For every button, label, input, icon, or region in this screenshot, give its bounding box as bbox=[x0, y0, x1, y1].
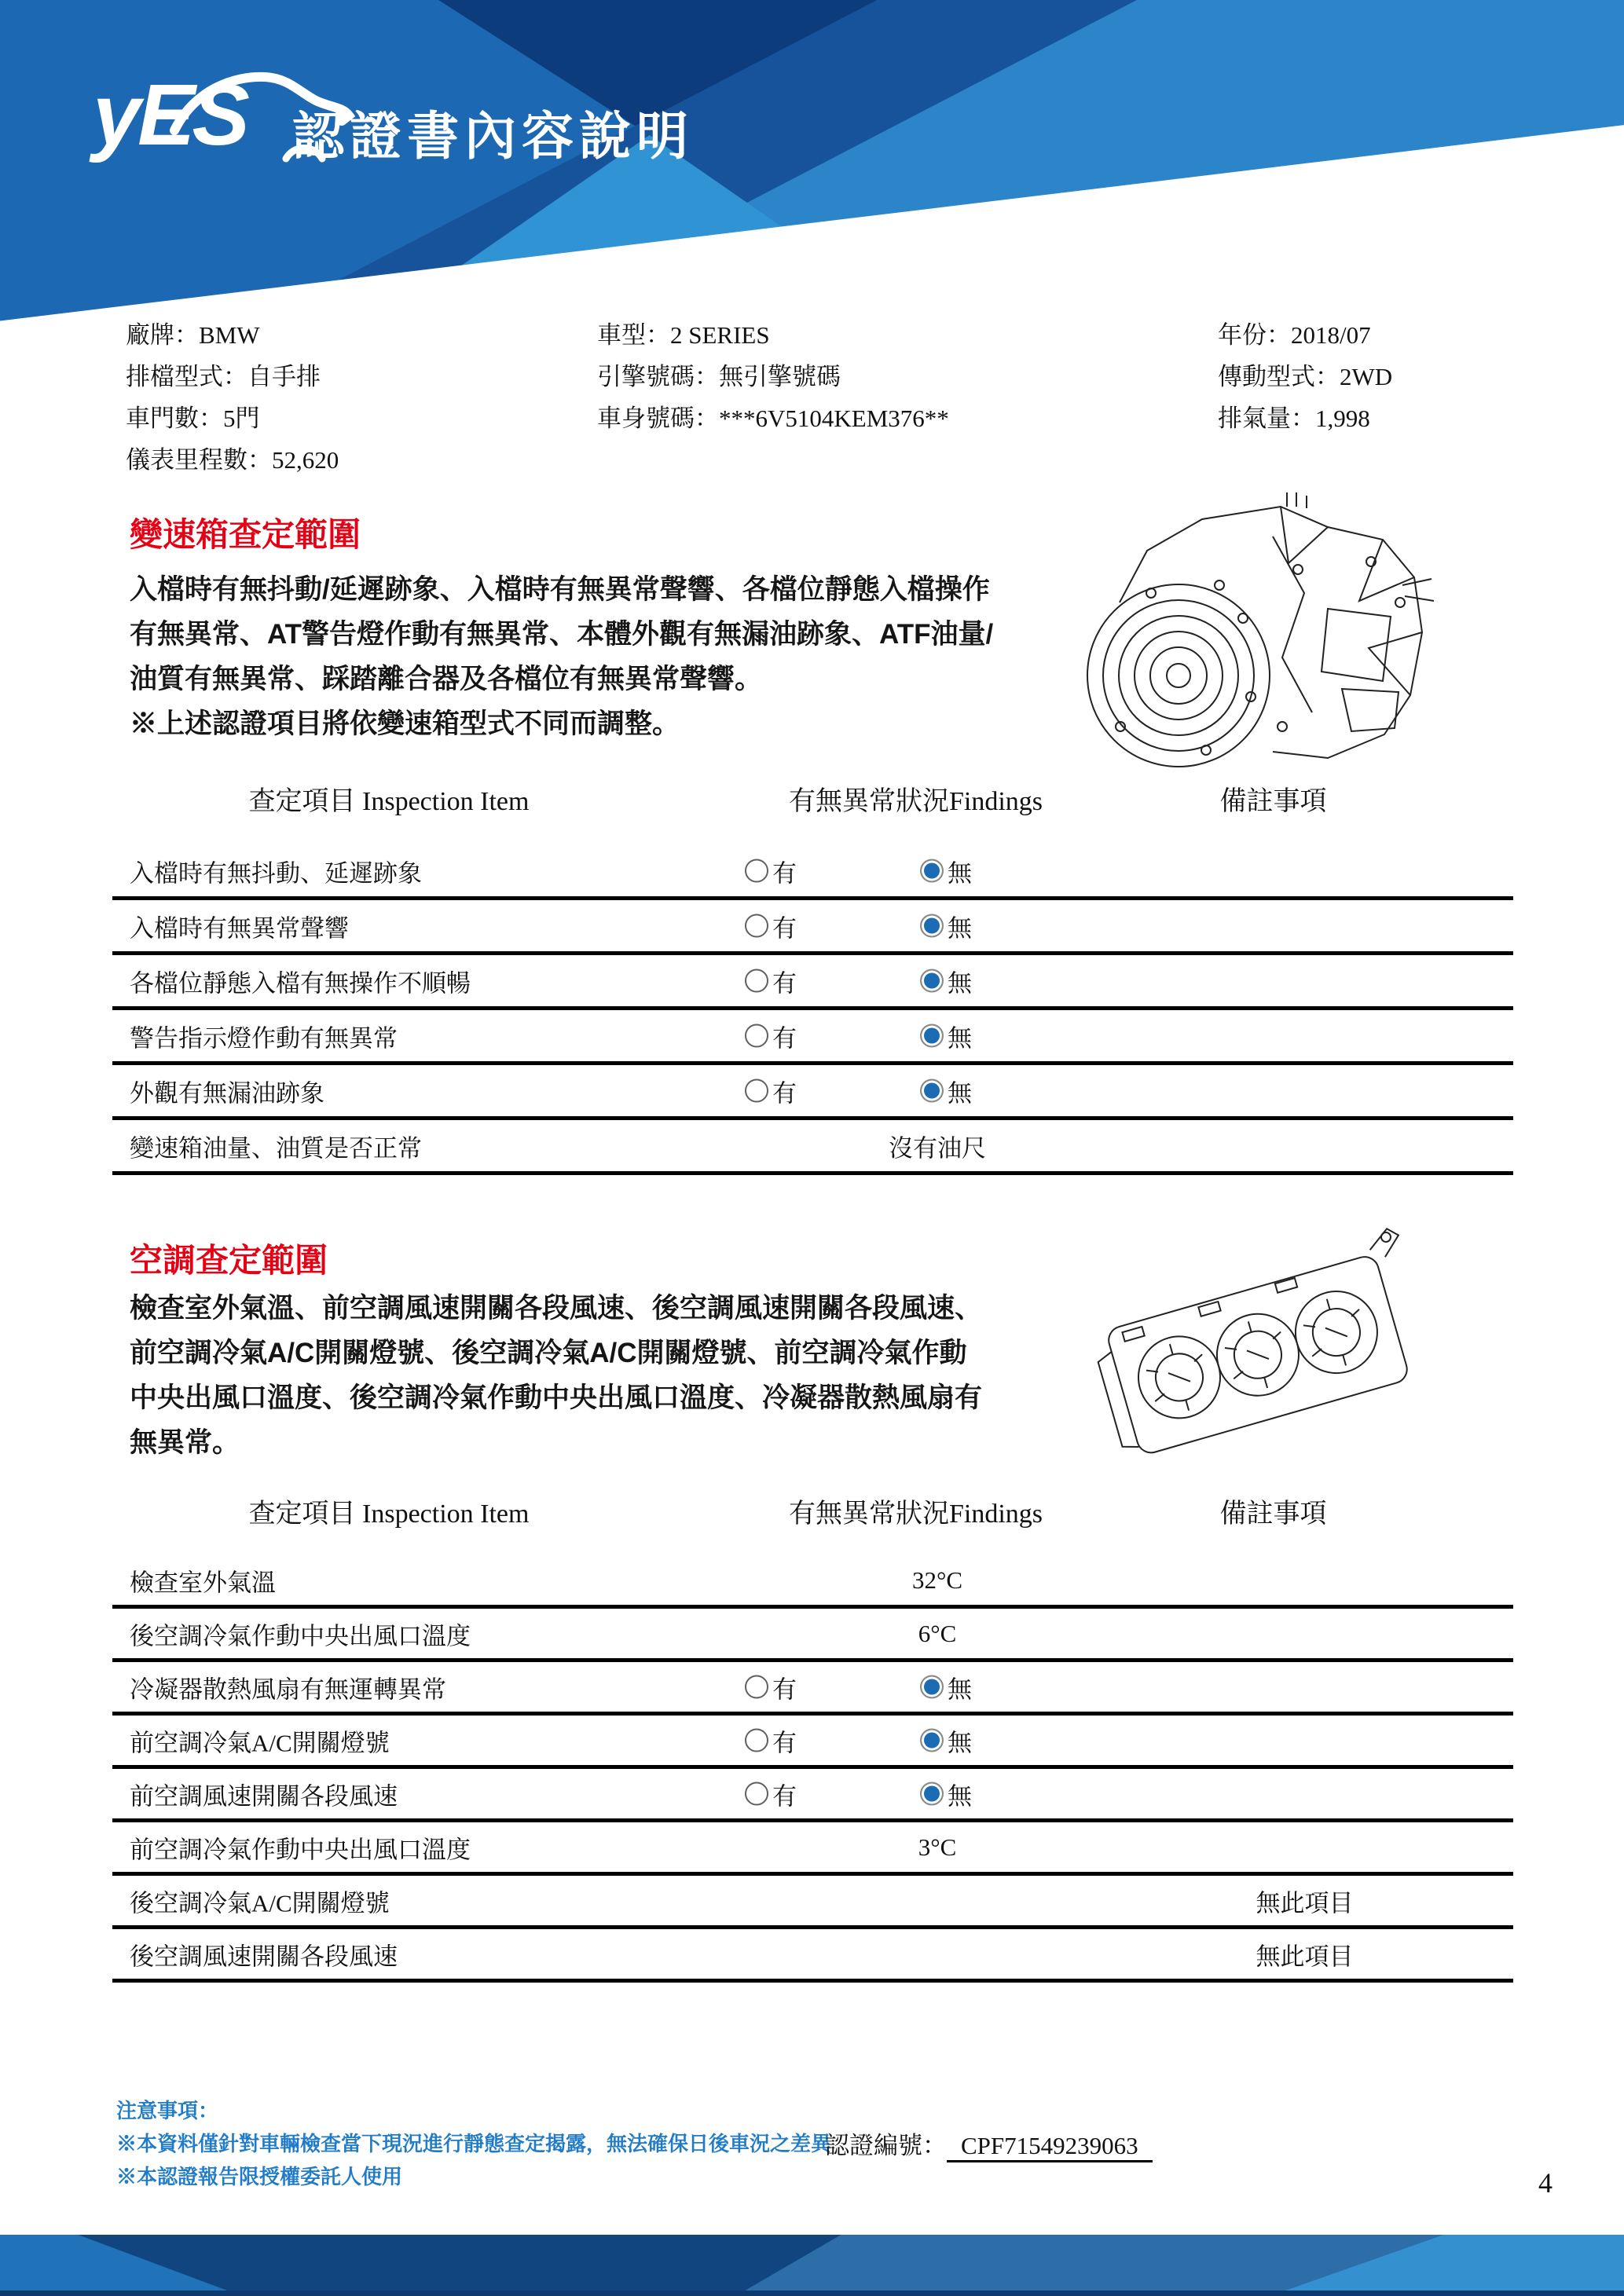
radio-circle-unchecked[interactable] bbox=[745, 914, 768, 938]
radio-circle-unchecked[interactable] bbox=[745, 1782, 768, 1806]
vehicle-info-column-1 bbox=[126, 314, 339, 481]
inspection-item-label: 前空調冷氣作動中央出風口溫度 bbox=[130, 1836, 471, 1863]
ac-control-panel-illustration bbox=[1088, 1218, 1426, 1492]
table-row bbox=[112, 1822, 1513, 1876]
radio-label-yes: 有 bbox=[772, 1675, 797, 1703]
radio-label-no: 無 bbox=[948, 969, 972, 997]
inspection-item-label: 後空調冷氣A/C開關燈號 bbox=[130, 1889, 390, 1917]
inspection-item-label: 變速箱油量、油質是否正常 bbox=[130, 1134, 422, 1162]
vehicle-displacement: 排氣量：1,998 bbox=[1218, 405, 1370, 432]
page-header bbox=[0, 0, 1624, 338]
certificate-number-value: CPF71549239063 bbox=[947, 2132, 1153, 2162]
radio-option-no[interactable] bbox=[920, 1669, 972, 1705]
footer-notes bbox=[116, 2094, 831, 2193]
radio-option-no[interactable] bbox=[920, 963, 972, 998]
table-row bbox=[112, 1876, 1513, 1929]
finding-value: 沒有油尺 bbox=[889, 1134, 986, 1162]
table-row bbox=[112, 1769, 1513, 1822]
radio-circle-checked[interactable] bbox=[920, 1079, 944, 1103]
radio-option-no[interactable] bbox=[920, 853, 972, 888]
radio-label-yes: 有 bbox=[772, 1782, 797, 1810]
finding-value: 32°C bbox=[911, 1565, 963, 1594]
radio-label-yes: 有 bbox=[772, 1729, 797, 1756]
table-row bbox=[112, 845, 1513, 900]
radio-label-no: 無 bbox=[948, 1079, 972, 1107]
ac-inspection-table bbox=[112, 1496, 1513, 1983]
vehicle-info-column-3 bbox=[1218, 314, 1392, 439]
transmission-section-title: 變速箱查定範圍 bbox=[130, 516, 361, 553]
table-row bbox=[112, 1716, 1513, 1769]
radio-circle-checked[interactable] bbox=[920, 859, 944, 883]
inspection-item-label: 警告指示燈作動有無異常 bbox=[130, 1024, 398, 1052]
remark-value: 無此項目 bbox=[1256, 1889, 1354, 1917]
column-header-item: 查定項目 Inspection Item bbox=[248, 787, 530, 816]
column-header-remarks: 備註事項 bbox=[1219, 1500, 1327, 1529]
radio-circle-unchecked[interactable] bbox=[745, 859, 768, 883]
radio-option-no[interactable] bbox=[920, 1723, 972, 1758]
radio-label-no: 無 bbox=[948, 859, 972, 887]
transmission-section-description bbox=[130, 567, 993, 746]
vehicle-gearbox-type: 排檔型式：自手排 bbox=[126, 363, 321, 390]
radio-option-no[interactable] bbox=[920, 1018, 972, 1053]
radio-label-no: 無 bbox=[948, 1782, 972, 1810]
radio-label-yes: 有 bbox=[772, 1079, 797, 1107]
radio-circle-checked[interactable] bbox=[920, 1729, 944, 1752]
remark-value: 無此項目 bbox=[1256, 1943, 1354, 1970]
radio-label-no: 無 bbox=[948, 914, 972, 942]
radio-option-yes[interactable] bbox=[745, 1018, 797, 1053]
radio-circle-checked[interactable] bbox=[920, 1675, 944, 1699]
table-header-row bbox=[112, 784, 1513, 845]
table-row bbox=[112, 1065, 1513, 1120]
inspection-item-label: 各檔位靜態入檔有無操作不順暢 bbox=[130, 969, 471, 997]
radio-label-no: 無 bbox=[948, 1024, 972, 1052]
transmission-section-note: ※上述認證項目將依變速箱型式不同而調整。 bbox=[130, 709, 680, 739]
vehicle-model: 車型：2 SERIES bbox=[597, 321, 770, 349]
radio-circle-checked[interactable] bbox=[920, 969, 944, 993]
column-header-remarks: 備註事項 bbox=[1219, 787, 1327, 816]
vehicle-brand: 廠牌：BMW bbox=[126, 321, 260, 349]
table-row bbox=[112, 900, 1513, 955]
vehicle-vin: 車身號碼：***6V5104KEM376** bbox=[597, 405, 949, 432]
radio-circle-unchecked[interactable] bbox=[745, 1729, 768, 1752]
radio-option-yes[interactable] bbox=[745, 1073, 797, 1108]
finding-value: 3°C bbox=[918, 1833, 957, 1861]
inspection-item-label: 入檔時有無抖動、延遲跡象 bbox=[130, 859, 422, 887]
table-row bbox=[112, 1609, 1513, 1662]
table-header-row bbox=[112, 1496, 1513, 1555]
radio-label-yes: 有 bbox=[772, 859, 797, 887]
radio-circle-unchecked[interactable] bbox=[745, 969, 768, 993]
radio-label-yes: 有 bbox=[772, 969, 797, 997]
page-title: 認證書內容說明 bbox=[292, 107, 694, 165]
notice-line: ※本資料僅針對車輛檢查當下現況進行靜態查定揭露，無法確保日後車況之差異 bbox=[116, 2132, 832, 2155]
description-line: 入檔時有無抖動/延遲跡象、入檔時有無異常聲響、各檔位靜態入檔操作 bbox=[130, 574, 990, 605]
description-line: 檢查室外氣溫、前空調風速開關各段風速、後空調風速開關各段風速、 bbox=[130, 1293, 983, 1324]
bottom-band bbox=[0, 2235, 1624, 2296]
certificate-number-label: 認證編號： bbox=[825, 2132, 947, 2159]
radio-option-yes[interactable] bbox=[745, 853, 797, 888]
radio-option-yes[interactable] bbox=[745, 1669, 797, 1705]
transmission-inspection-table bbox=[112, 784, 1513, 1175]
transmission-illustration bbox=[1045, 491, 1438, 774]
radio-label-yes: 有 bbox=[772, 914, 797, 942]
vehicle-door-count: 車門數：5門 bbox=[126, 405, 260, 432]
radio-option-yes[interactable] bbox=[745, 1776, 797, 1811]
notice-line: ※本認證報告限授權委託人使用 bbox=[116, 2165, 403, 2188]
radio-option-yes[interactable] bbox=[745, 1723, 797, 1758]
inspection-item-label: 後空調冷氣作動中央出風口溫度 bbox=[130, 1622, 471, 1650]
radio-circle-unchecked[interactable] bbox=[745, 1675, 768, 1699]
inspection-item-label: 檢查室外氣溫 bbox=[130, 1569, 276, 1596]
column-header-item: 查定項目 Inspection Item bbox=[248, 1500, 530, 1529]
table-row bbox=[112, 1120, 1513, 1175]
table-row bbox=[112, 1010, 1513, 1065]
ac-section-title: 空調查定範圍 bbox=[130, 1242, 328, 1279]
description-line: 油質有無異常、踩踏離合器及各檔位有無異常聲響。 bbox=[130, 664, 763, 694]
yes-logo-text: yES bbox=[93, 67, 247, 163]
column-header-findings: 有無異常狀況Findings bbox=[788, 787, 1043, 816]
radio-option-no[interactable] bbox=[920, 1776, 972, 1811]
radio-circle-unchecked[interactable] bbox=[745, 1079, 768, 1103]
radio-circle-unchecked[interactable] bbox=[745, 1024, 768, 1048]
vehicle-mileage: 儀表里程數：52,620 bbox=[126, 446, 339, 474]
table-row bbox=[112, 1929, 1513, 1983]
finding-value: 6°C bbox=[918, 1619, 957, 1647]
column-header-findings: 有無異常狀況Findings bbox=[788, 1500, 1043, 1529]
description-line: 中央出風口溫度、後空調冷氣作動中央出風口溫度、冷凝器散熱風扇有 bbox=[130, 1382, 983, 1413]
radio-label-yes: 有 bbox=[772, 1024, 797, 1052]
table-row bbox=[112, 955, 1513, 1010]
table-row bbox=[112, 1555, 1513, 1609]
radio-circle-checked[interactable] bbox=[920, 914, 944, 938]
notice-title: 注意事項： bbox=[116, 2099, 219, 2122]
vehicle-year: 年份：2018/07 bbox=[1218, 321, 1371, 349]
inspection-item-label: 入檔時有無異常聲響 bbox=[130, 914, 349, 942]
radio-circle-checked[interactable] bbox=[920, 1782, 944, 1806]
table-row bbox=[112, 1662, 1513, 1716]
radio-option-yes[interactable] bbox=[745, 963, 797, 998]
vehicle-engine-number: 引擎號碼：無引擎號碼 bbox=[597, 363, 841, 390]
description-line: 有無異常、AT警告燈作動有無異常、本體外觀有無漏油跡象、ATF油量/ bbox=[130, 619, 994, 650]
inspection-item-label: 冷凝器散熱風扇有無運轉異常 bbox=[130, 1675, 446, 1703]
inspection-item-label: 前空調風速開關各段風速 bbox=[130, 1782, 398, 1810]
radio-option-no[interactable] bbox=[920, 908, 972, 943]
page-number: 4 bbox=[1538, 2167, 1553, 2199]
vehicle-info-column-2 bbox=[597, 314, 949, 439]
inspection-item-label: 前空調冷氣A/C開關燈號 bbox=[130, 1729, 390, 1756]
certificate-number bbox=[825, 2126, 1153, 2162]
radio-option-no[interactable] bbox=[920, 1073, 972, 1108]
description-line: 無異常。 bbox=[130, 1427, 240, 1458]
radio-option-yes[interactable] bbox=[745, 908, 797, 943]
radio-label-no: 無 bbox=[948, 1729, 972, 1756]
radio-label-no: 無 bbox=[948, 1675, 972, 1703]
vehicle-drivetrain: 傳動型式：2WD bbox=[1218, 363, 1393, 390]
radio-circle-checked[interactable] bbox=[920, 1024, 944, 1048]
inspection-item-label: 外觀有無漏油跡象 bbox=[130, 1079, 324, 1107]
inspection-item-label: 後空調風速開關各段風速 bbox=[130, 1943, 398, 1970]
band-shape-edge bbox=[0, 2291, 1624, 2296]
ac-section-description bbox=[130, 1286, 982, 1465]
description-line: 前空調冷氣A/C開關燈號、後空調冷氣A/C開關燈號、前空調冷氣作動 bbox=[130, 1338, 967, 1368]
